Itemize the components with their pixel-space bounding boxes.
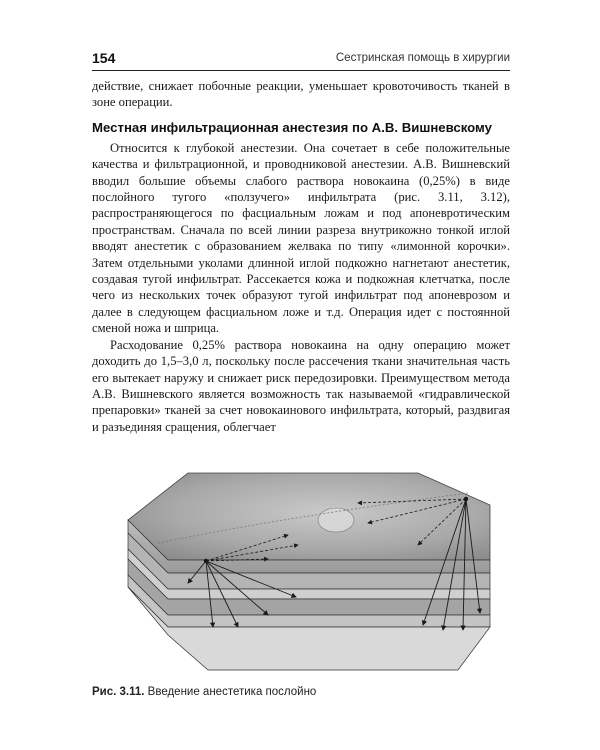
caption-label: Рис. 3.11. (92, 686, 145, 698)
figure-caption (92, 686, 510, 698)
intro-paragraph: действие, снижает побочные реакции, уменьшает кровоточивость тканей в зоне операции. (92, 79, 510, 110)
figure-illustration (118, 465, 500, 680)
page-number: 154 (92, 50, 116, 66)
paragraph-2: Расходование 0,25% раствора новокаина на одну операцию может доходить до 1,5–3,0 л, поскольку после рассечения ткани значительная часть его вытекает наружу и снижает риск передозировки. Преимуществом метода А.В. Вишневского является возможность так называемой «гидравлической препаровки» тканей за счет новокаинового инфильтрата, который, раздвигая и разъединяя сращения, облегчает (92, 337, 510, 434)
skin-surface (128, 473, 490, 560)
caption-text: Введение анестетика послойно (147, 686, 317, 698)
header-rule (92, 70, 510, 71)
body-text (92, 78, 510, 435)
tissue-layers-illustration (118, 465, 500, 680)
running-title: Сестринская помощь в хирургии (335, 52, 510, 64)
page-header (92, 50, 510, 68)
section-title: Местная инфильтрационная анестезия по А.В. Вишневскому (92, 119, 492, 135)
paragraph-1: Относится к глубокой анестезии. Она сочетает в себе положительные качества и фильтрационной, и проводниковой анестезии. А.В. Вишневский вводил большие объемы слабого раствора новокаина (0,25%) в виде послойного тугого «ползучего» инфильтрата (рис. 3.11, 3.12), распространяющегося по фасциальным ложам и под апоневротическим пространствам. Сначала по всей линии разреза внутрикожно тонкой иглой вводят анестетик с образованием желвака по типу «лимонной корочки». Затем отдельными уколами длинной иглой подкожно нагнетают анестетик, создавая тугой инфильтрат. Рассекается кожа и подкожная клетчатка, после чего из нескольких точек образуют тугой инфильтрат под апоневрозом и далее в следующем фасциальном ложе и т.д. Операция идет с постоянной сменой ножа и шприца. (92, 140, 510, 336)
